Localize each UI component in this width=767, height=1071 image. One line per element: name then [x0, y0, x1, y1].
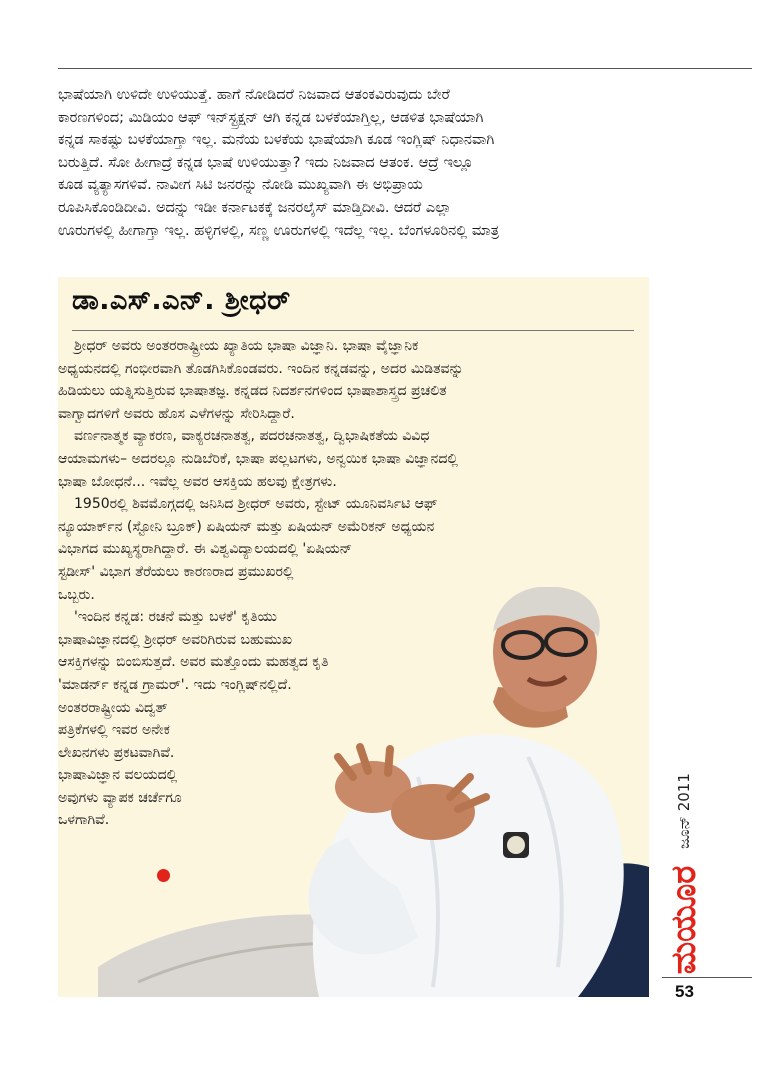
- profile-box: [58, 277, 649, 997]
- profile-name-heading: ಡಾ.ಎಸ್.ಎನ್. ಶ್ರೀಧರ್: [72, 285, 291, 316]
- magazine-logo: ಮಯೂರ: [664, 865, 704, 975]
- intro-line: ಊರುಗಳಲ್ಲಿ ಹೀಗಾಗ್ತಾ ಇಲ್ಲ. ಹಳ್ಳಿಗಳಲ್ಲಿ, ಸಣ್ಣ ಊರುಗಳಲ್ಲಿ ಇದೆಲ್ಲ ಇಲ್ಲ. ಬೆಂಗಳೂರಿನಲ್ಲಿ ಮಾತ್ರ: [58, 222, 500, 239]
- profile-line: ಭಾಷಾ ಬೋಧನೆ... ಇವೆಲ್ಲ ಅವರ ಆಸಕ್ತಿಯ ಹಲವು ಕ್ಷೇತ್ರಗಳು.: [58, 473, 337, 490]
- page-number: 53: [675, 982, 694, 1001]
- profile-line: ಶ್ರೀಧರ್ ಅವರು ಅಂತರರಾಷ್ಟ್ರೀಯ ಖ್ಯಾತಿಯ ಭಾಷಾ ವಿಜ್ಞಾನಿ. ಭಾಷಾ ವೈಜ್ಞಾನಿಕ: [74, 338, 419, 354]
- intro-line: ರೂಪಿಸಿಕೊಂಡಿದೀವಿ. ಅದನ್ನು ಇಡೀ ಕರ್ನಾಟಕಕ್ಕೆ ಜನರಲೈಸ್ ಮಾಡ್ತಿದೀವಿ. ಆದರೆ ಎಲ್ಲಾ: [58, 199, 452, 216]
- profile-line: ಹಿಡಿಯಲು ಯತ್ನಿಸುತ್ತಿರುವ ಭಾಷಾತಜ್ಞ. ಕನ್ನಡದ ನಿದರ್ಶನಗಳಿಂದ ಭಾಷಾಶಾಸ್ತ್ರದ ಪ್ರಚಲಿತ: [58, 383, 447, 400]
- profile-line: ವಾಗ್ವಾದಗಳಿಗೆ ಅವರು ಹೊಸ ಎಳೆಗಳನ್ನು ಸೇರಿಸಿದ್ದಾರೆ.: [58, 405, 295, 422]
- intro-line: ಬರುತ್ತಿದೆ. ಸೋ ಹೀಗಾದ್ರೆ ಕನ್ನಡ ಭಾಷೆ ಉಳಿಯುತ್ತಾ? ಇದು ನಿಜವಾದ ಆತಂಕ. ಆದ್ರೆ ಇಲ್ಲೂ: [58, 154, 474, 171]
- profile-body-text: [58, 335, 649, 832]
- footer-rule: [662, 977, 752, 978]
- intro-line: ಭಾಷೆಯಾಗಿ ಉಳಿದೇ ಉಳಿಯುತ್ತೆ. ಹಾಗೆ ನೋಡಿದರೆ ನಿಜವಾದ ಆತಂಕವಿರುವುದು ಬೇರೆ: [58, 87, 450, 103]
- profile-line: ನ್ಯೂಯಾರ್ಕ್‌ನ (ಸ್ಟೋನಿ ಬ್ರೂಕ್) ಏಷಿಯನ್ ಮತ್ತು ಏಷಿಯನ್ ಅಮೆರಿಕನ್ ಅಧ್ಯಯನ: [58, 518, 435, 535]
- profile-line: ಭಾಷಾವಿಜ್ಞಾನದಲ್ಲಿ ಶ್ರೀಧರ್ ಅವರಿಗಿರುವ ಬಹುಮುಖ: [58, 631, 293, 648]
- profile-line: ಭಾಷಾವಿಜ್ಞಾನ ವಲಯದಲ್ಲಿ: [58, 767, 178, 784]
- profile-line: ಆಯಾಮಗಳು– ಅದರಲ್ಲೂ ನುಡಿಬೆರಿಕೆ, ಭಾಷಾ ಪಲ್ಲಟಗಳು, ಅನ್ವಯಿಕ ಭಾಷಾ ವಿಜ್ಞಾನದಲ್ಲಿ: [58, 450, 458, 467]
- profile-line: ಅವುಗಳು ವ್ಯಾಪಕ ಚರ್ಚೆಗೂ: [58, 789, 182, 806]
- intro-line: ಕನ್ನಡ ಸಾಕಷ್ಟು ಬಳಕೆಯಾಗ್ತಾ ಇಲ್ಲ. ಮನೆಯ ಬಳಕೆಯ ಭಾಷೆಯಾಗಿ ಕೂಡ ಇಂಗ್ಲಿಷ್ ನಿಧಾನವಾಗಿ: [58, 132, 495, 149]
- profile-line: 1950ರಲ್ಲಿ ಶಿವಮೊಗ್ಗದಲ್ಲಿ ಜನಿಸಿದ ಶ್ರೀಧರ್ ಅವರು, ಸ್ಟೇಟ್ ಯೂನಿವರ್ಸಿಟಿ ಆಫ್: [74, 496, 438, 513]
- heading-rule: [72, 330, 634, 331]
- profile-line: ಆಸಕ್ತಿಗಳನ್ನು ಬಿಂಬಿಸುತ್ತದೆ. ಅವರ ಮತ್ತೊಂದು ಮಹತ್ವದ ಕೃತಿ: [58, 654, 329, 671]
- intro-line: ಕಾರಣಗಳಿಂದ; ಮಿಡಿಯಂ ಆಫ್ ಇನ್‌ಸ್ಟ್ರಕ್ಷನ್ ಆಗಿ ಕನ್ನಡ ಬಳಕೆಯಾಗ್ತಿಲ್ಲ, ಆಡಳಿತ ಭಾಷೆಯಾಗಿ: [58, 109, 484, 126]
- profile-line: ಒಳಗಾಗಿವೆ.: [58, 812, 110, 829]
- profile-line: ಅಂತರರಾಷ್ಟ್ರೀಯ ವಿದ್ವತ್: [58, 699, 168, 716]
- profile-line: 'ಇಂದಿನ ಕನ್ನಡ: ರಚನೆ ಮತ್ತು ಬಳಕೆ' ಕೃತಿಯು: [74, 609, 278, 626]
- profile-line: 'ಮಾಡರ್ನ್ ಕನ್ನಡ ಗ್ರಾಮರ್'. ಇದು ಇಂಗ್ಲಿಷ್‌ನಲ್ಲಿದೆ.: [58, 676, 292, 693]
- profile-line: ಪತ್ರಿಕೆಗಳಲ್ಲಿ ಇವರ ಅನೇಕ: [58, 722, 170, 739]
- profile-line: ವಿಭಾಗದ ಮುಖ್ಯಸ್ಥರಾಗಿದ್ದಾರೆ. ಈ ವಿಶ್ವವಿದ್ಯಾಲಯದಲ್ಲಿ 'ಏಷಿಯನ್: [58, 541, 353, 558]
- end-bullet-dot: [157, 869, 170, 882]
- article-intro-text: [58, 84, 642, 242]
- profile-line: ಒಬ್ಬರು.: [58, 586, 95, 603]
- profile-line: ಸ್ಟಡೀಸ್' ವಿಭಾಗ ತೆರೆಯಲು ಕಾರಣರಾದ ಪ್ರಮುಖರಲ್ಲಿ: [58, 563, 294, 580]
- profile-line: ಅಧ್ಯಯನದಲ್ಲಿ ಗಂಭೀರವಾಗಿ ತೊಡಗಿಸಿಕೊಂಡವರು. ಇಂದಿನ ಕನ್ನಡವನ್ನು, ಅದರ ಮಿಡಿತವನ್ನು: [58, 360, 464, 377]
- intro-line: ಕೂಡ ವ್ಯತ್ಯಾಸಗಳಿವೆ. ನಾವೀಗ ಸಿಟಿ ಜನರನ್ನು ನೋಡಿ ಮುಖ್ಯವಾಗಿ ಈ ಅಭಿಪ್ರಾಯ: [58, 177, 423, 194]
- profile-line: ವರ್ಣನಾತ್ಮಕ ವ್ಯಾಕರಣ, ವಾಕ್ಯರಚನಾತತ್ವ, ಪದರಚನಾತತ್ವ, ದ್ವಿಭಾಷಿಕತೆಯ ವಿವಿಧ: [74, 428, 430, 445]
- issue-date: ಜೂನ್ 2011: [675, 773, 693, 849]
- profile-line: ಲೇಖನಗಳು ಪ್ರಕಟವಾಗಿವೆ.: [58, 744, 175, 761]
- top-rule: [58, 68, 752, 69]
- magazine-side-label: [664, 770, 704, 975]
